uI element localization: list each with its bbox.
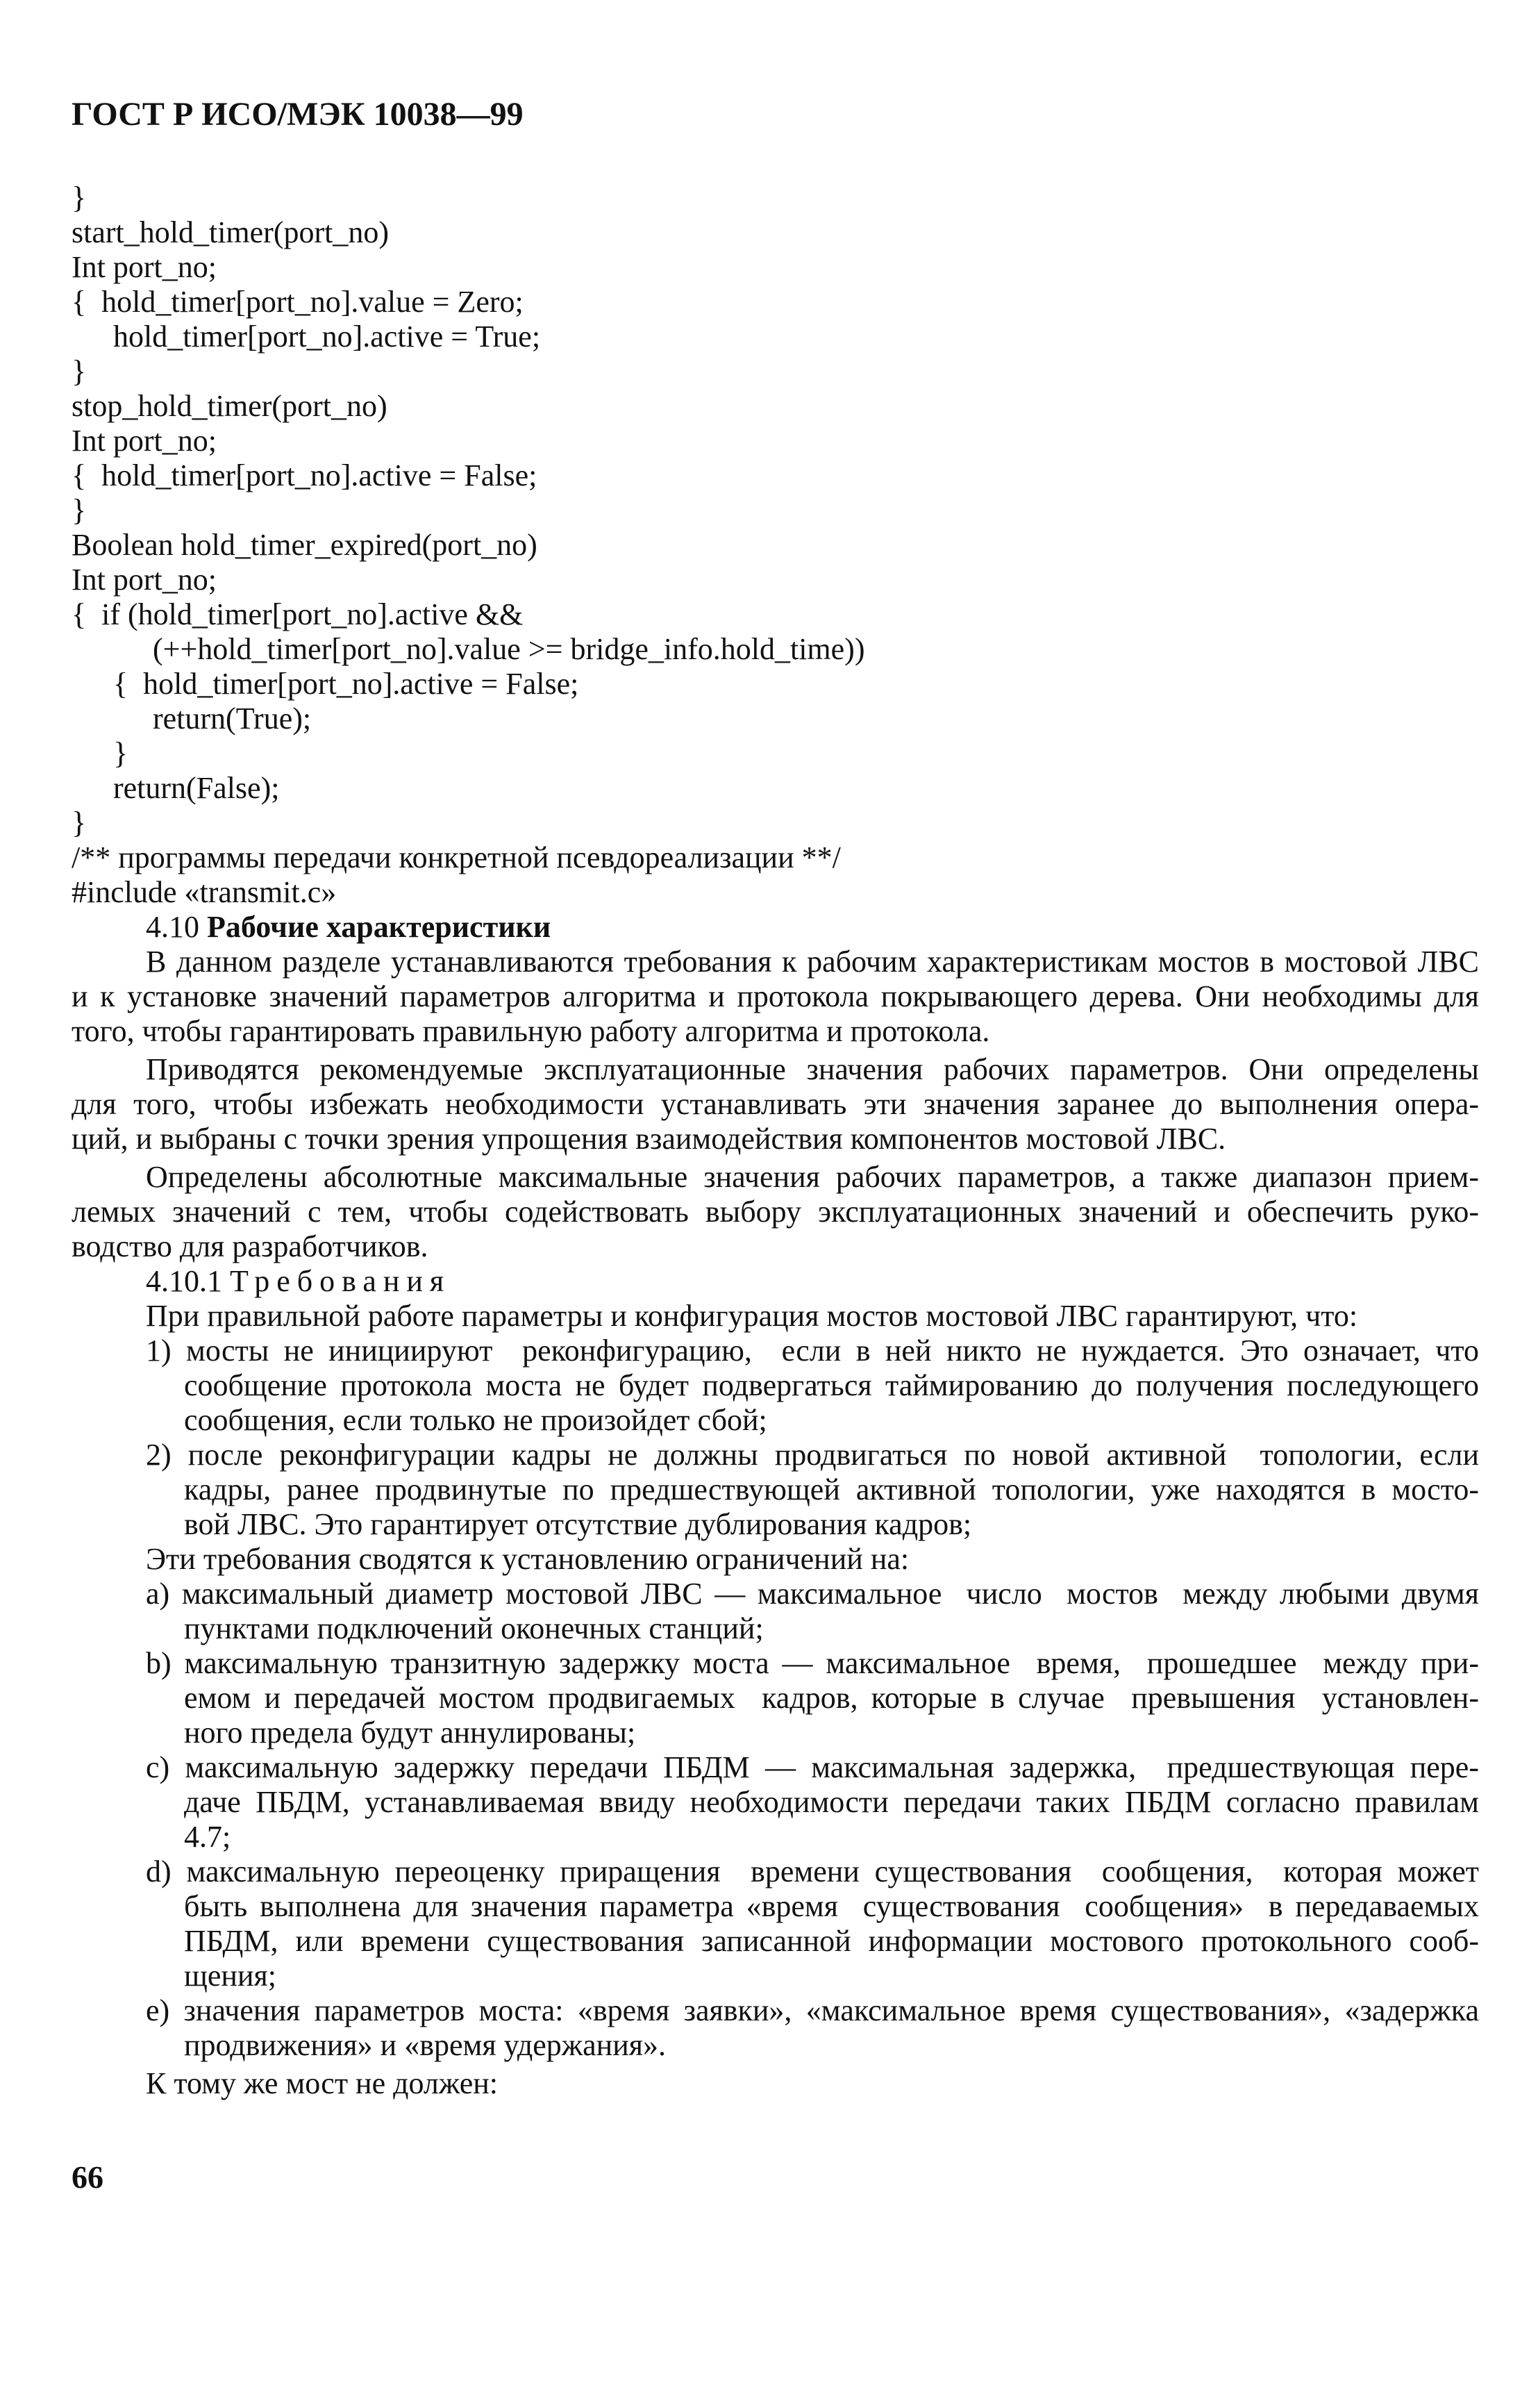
text-line: 4.7; xyxy=(184,1820,231,1854)
text-line: При правильной работе параметры и конфигурация мостов мостовой ЛВС гарантируют, что: xyxy=(146,1299,1358,1333)
text-line: быть выполнена для значения параметра «время существования сообщения» в передаваемых xyxy=(184,1889,1479,1923)
code-line: } xyxy=(72,806,87,840)
code-line: } xyxy=(72,493,87,527)
text-line: 1) мосты не инициируют реконфигурацию, если в ней никто не нуждается. Это означает, что xyxy=(146,1334,1479,1368)
text-line: с) максимальную задержку передачи ПБДМ — максимальная задержка, предшествующая пере- xyxy=(146,1750,1479,1784)
text-line: даче ПБДМ, устанавливаемая ввиду необходимости передачи таких ПБДМ согласно правилам xyxy=(184,1785,1479,1819)
text-line: b) максимальную транзитную задержку моста — максимальное время, прошедшее между при- xyxy=(146,1646,1479,1680)
text-line: Определены абсолютные максимальные значения рабочих параметров, а также диапазон прием- xyxy=(146,1160,1479,1194)
text-line: вой ЛВС. Это гарантирует отсутствие дублирования кадров; xyxy=(184,1507,972,1541)
text-line: водство для разработчиков. xyxy=(72,1229,428,1263)
code-line: Boolean hold_timer_expired(port_no) xyxy=(72,528,537,562)
text-line: Приводятся рекомендуемые эксплуатационные значения рабочих параметров. Они определены xyxy=(146,1052,1479,1086)
text-line: Эти требования сводятся к установлению ограничений на: xyxy=(146,1542,910,1576)
text-line: лемых значений с тем, чтобы содействовать выбору эксплуатационных значений и обеспечить руко- xyxy=(72,1195,1479,1229)
code-line: Int port_no; xyxy=(72,424,217,458)
code-line: { hold_timer[port_no].active = False; xyxy=(113,667,579,701)
text-line: емом и передачей мостом продвигаемых кадров, которые в случае превышения установлен- xyxy=(184,1681,1479,1715)
code-line: return(True); xyxy=(153,701,312,736)
subsection-number: 4.10.1 xyxy=(146,1264,222,1298)
code-line: { hold_timer[port_no].active = False; xyxy=(72,458,537,492)
text-line: сообщение протокола моста не будет подвергаться таймированию до получения последующего xyxy=(184,1368,1479,1402)
code-line: } xyxy=(72,181,87,215)
text-line: В данном разделе устанавливаются требования к рабочим характеристикам мостов в мостовой ЛВС xyxy=(146,945,1479,979)
text-line: того, чтобы гарантировать правильную работу алгоритма и протокола. xyxy=(72,1014,990,1048)
code-line: { hold_timer[port_no].value = Zero; xyxy=(72,285,524,319)
code-line: /** программы передачи конкретной псевдореализации **/ xyxy=(72,840,841,874)
section-title: Рабочие характеристики xyxy=(207,910,551,944)
text-line: К тому же мост не должен: xyxy=(146,2066,499,2100)
text-line: ПБДМ, или времени существования записанной информации мостового протокольного сооб- xyxy=(184,1924,1479,1958)
code-line: return(False); xyxy=(113,771,280,805)
subsection-heading xyxy=(146,1264,451,1299)
text-line: для того, чтобы избежать необходимости устанавливать эти значения заранее до выполнения опера- xyxy=(72,1087,1479,1121)
code-line: hold_timer[port_no].active = True; xyxy=(113,319,541,354)
text-line: ций, и выбраны с точки зрения упрощения взаимодействия компонентов мостовой ЛВС. xyxy=(72,1122,1226,1156)
text-line: пунктами подключений оконечных станций; xyxy=(184,1611,764,1645)
page-number: 66 xyxy=(72,2159,103,2195)
document-header: ГОСТ Р ИСО/МЭК 10038—99 xyxy=(72,96,524,133)
text-line: щения; xyxy=(184,1959,276,1993)
text-line: е) значения параметров моста: «время заявки», «максимальное время существования», «задержка xyxy=(146,1993,1479,2027)
code-line: start_hold_timer(port_no) xyxy=(72,215,390,249)
section-heading xyxy=(146,910,551,945)
text-line: ного предела будут аннулированы; xyxy=(184,1716,636,1750)
text-line: сообщения, если только не произойдет сбой; xyxy=(184,1403,767,1437)
subsection-title: Требования xyxy=(230,1264,451,1298)
text-line: кадры, ранее продвинутые по предшествующей активной топологии, уже находятся в мосто- xyxy=(184,1472,1479,1506)
code-line: Int port_no; xyxy=(72,563,217,597)
code-line: #include «transmit.c» xyxy=(72,875,337,909)
code-line: } xyxy=(72,354,87,388)
text-line: а) максимальный диаметр мостовой ЛВС — максимальное число мостов между любыми двумя xyxy=(146,1577,1479,1611)
text-line: d) максимальную переоценку приращения времени существования сообщения, которая может xyxy=(146,1854,1479,1888)
code-line: { if (hold_timer[port_no].active && xyxy=(72,597,524,631)
text-line: продвижения» и «время удержания». xyxy=(184,2028,667,2062)
section-number: 4.10 xyxy=(146,910,199,944)
code-line: stop_hold_timer(port_no) xyxy=(72,389,387,423)
code-line: (++hold_timer[port_no].value >= bridge_info.hold_time)) xyxy=(153,632,865,666)
text-line: и к установке значений параметров алгоритма и протокола покрывающего дерева. Они необходимы для xyxy=(72,979,1479,1013)
code-line: Int port_no; xyxy=(72,250,217,284)
text-line: 2) после реконфигурации кадры не должны продвигаться по новой активной топологии, если xyxy=(146,1438,1479,1472)
code-line: } xyxy=(113,736,128,770)
